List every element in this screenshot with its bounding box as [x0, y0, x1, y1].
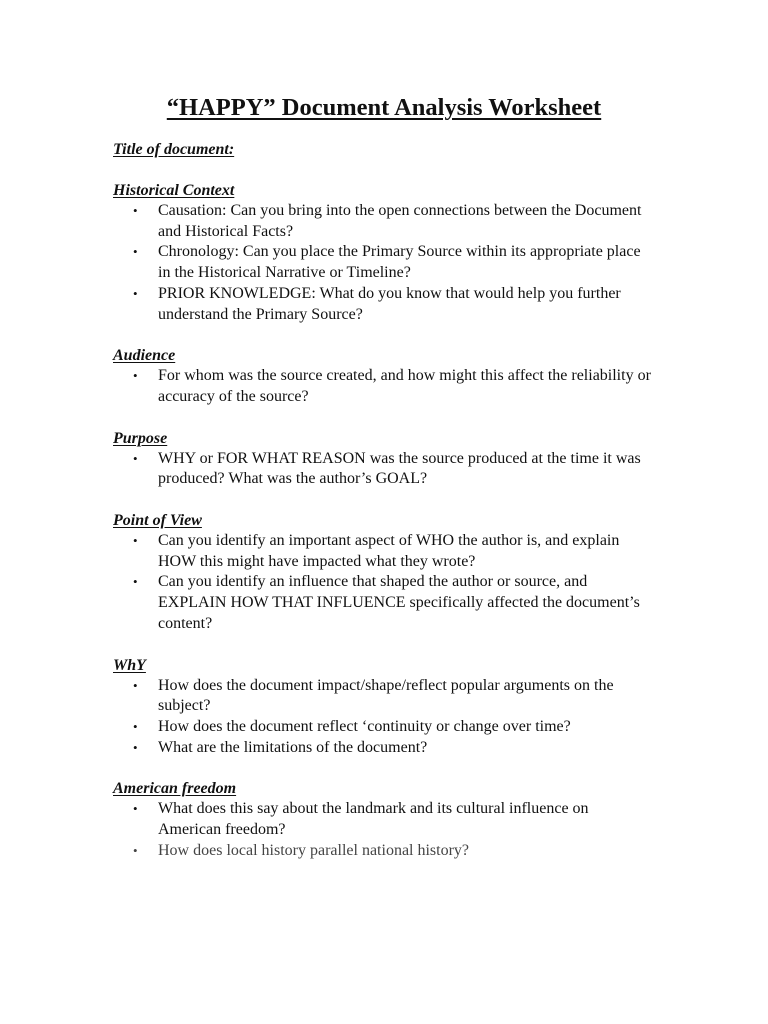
- section-heading: Audience: [113, 347, 176, 365]
- bullet-icon: •: [133, 368, 138, 384]
- bullet-icon: •: [133, 574, 138, 590]
- list-item: [113, 201, 653, 242]
- bullet-icon: •: [133, 533, 138, 549]
- bullet-list: [113, 799, 653, 861]
- worksheet-content: [113, 139, 653, 881]
- list-item-text: What does this say about the landmark and its cultural influence on American freedom?: [158, 800, 589, 839]
- list-item: [113, 449, 653, 490]
- bullet-icon: •: [133, 739, 138, 755]
- list-item: [113, 572, 653, 634]
- bullet-icon: •: [133, 718, 138, 734]
- bullet-list: [113, 449, 653, 490]
- list-item: [113, 242, 653, 283]
- worksheet-title: “HAPPY” Document Analysis Worksheet: [166, 94, 602, 121]
- section-heading: Historical Context: [113, 182, 235, 199]
- bullet-list: [113, 201, 653, 325]
- list-item: [113, 738, 653, 759]
- section-heading: WhY: [113, 656, 146, 674]
- bullet-icon: •: [133, 677, 138, 693]
- list-item: [113, 366, 653, 407]
- list-item: [113, 531, 653, 572]
- title-of-document-label: Title of document:: [113, 141, 235, 158]
- bullet-icon: •: [133, 285, 138, 301]
- section-heading: Purpose: [113, 429, 168, 447]
- list-item-text: How does the document reflect ‘continuity or change over time?: [158, 717, 571, 735]
- list-item-text: How does local history parallel national history?: [158, 841, 470, 859]
- list-item-text: For whom was the source created, and how might this affect the reliability or accuracy of the source?: [158, 367, 651, 405]
- list-item-text: Can you identify an important aspect of WHO the author is, and explain HOW this might have impacted what they wrote?: [158, 532, 620, 570]
- bullet-icon: •: [133, 203, 138, 218]
- section-heading: American freedom: [113, 780, 237, 798]
- section-audience: [113, 345, 653, 407]
- bullet-icon: •: [133, 842, 138, 858]
- list-item-text: PRIOR KNOWLEDGE: What do you know that would help you further understand the Primary Source?: [158, 284, 621, 323]
- section-why: [113, 655, 653, 759]
- list-item: [113, 284, 653, 325]
- section-point-of-view: [113, 510, 653, 635]
- list-item-text: Causation: Can you bring into the open connections between the Document and Historical Facts?: [158, 202, 642, 240]
- list-item-text: Can you identify an influence that shaped the author or source, and EXPLAIN HOW THAT INFLUENCE specifically affected the document’s content?: [158, 573, 640, 632]
- list-item: [113, 717, 653, 738]
- bullet-icon: •: [133, 244, 138, 260]
- list-item: [113, 841, 653, 862]
- bullet-icon: •: [133, 801, 138, 817]
- list-item-text: WHY or FOR WHAT REASON was the source produced at the time it was produced? What was the author’s GOAL?: [158, 449, 641, 488]
- bullet-icon: •: [133, 450, 138, 466]
- bullet-list: [113, 531, 653, 635]
- bullet-list: [113, 366, 653, 407]
- section-purpose: [113, 428, 653, 490]
- section-heading: Point of View: [113, 512, 202, 530]
- list-item-text: What are the limitations of the document?: [158, 738, 428, 756]
- list-item-text: Chronology: Can you place the Primary Source within its appropriate place in the Historical Narrative or Timeline?: [158, 243, 641, 282]
- list-item: [113, 799, 653, 840]
- list-item-text: How does the document impact/shape/reflect popular arguments on the subject?: [158, 676, 614, 715]
- section-historical-context: [113, 180, 653, 325]
- list-item: [113, 676, 653, 717]
- section-american-freedom: [113, 778, 653, 861]
- bullet-list: [113, 676, 653, 759]
